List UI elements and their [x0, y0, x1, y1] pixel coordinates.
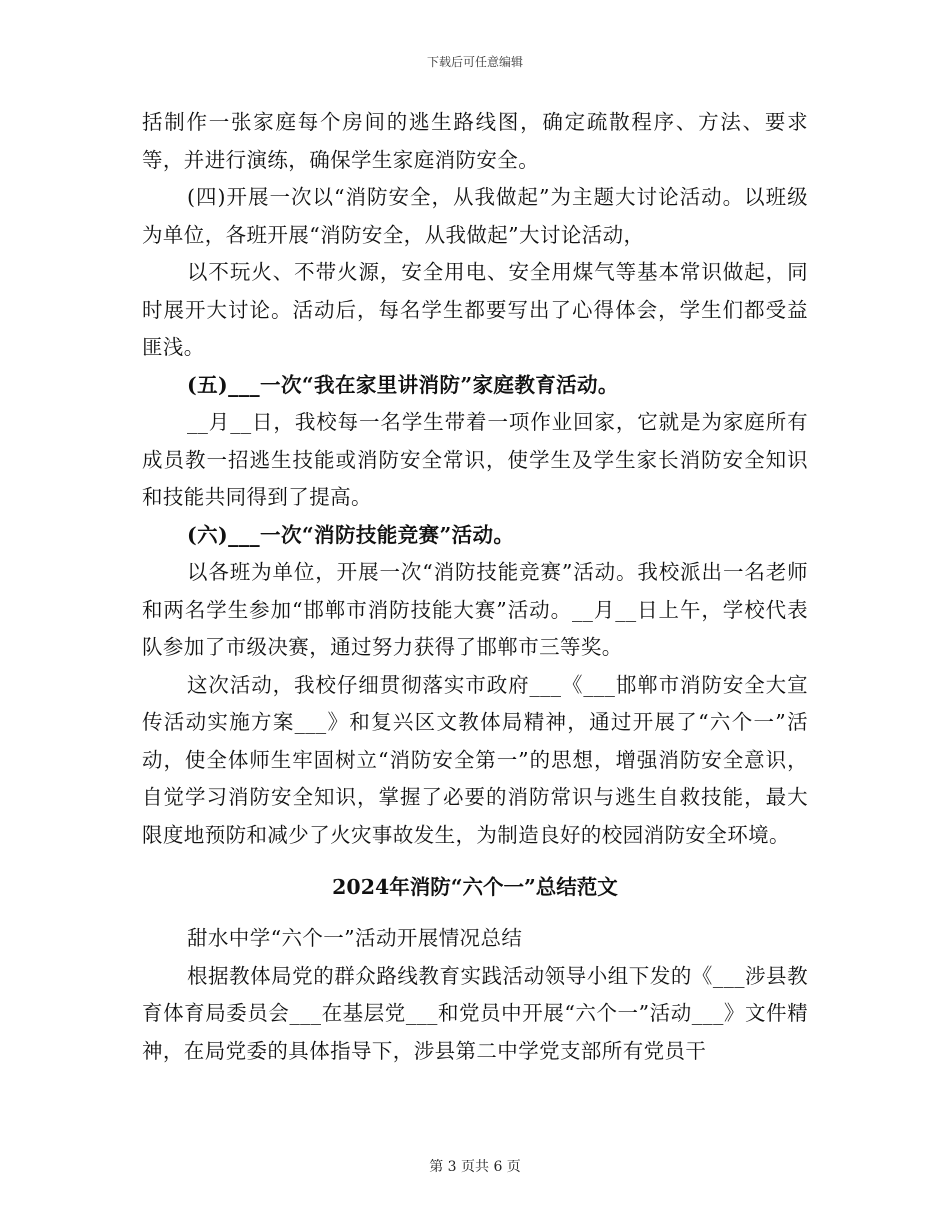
page-header: 下载后可任意编辑: [426, 55, 523, 69]
paragraph: 根据教体局党的群众路线教育实践活动领导小组下发的《___涉县教育体育局委员会___在基层党___和党员中开展“六个一”活动___》文件精神，在局党委的具体指导下，涉县第二中学党支部所有党员干: [142, 963, 808, 1063]
paragraph: 这次活动，我校仔细贯彻落实市政府___《___邯郸市消防安全大宣传活动实施方案___》和复兴区文教体局精神，通过开展了“六个一”活动，使全体师生牢固树立“消防安全第一”的思想，增强消防安全意识，自觉学习消防安全知识，掌握了必要的消防常识与逃生自救技能，最大限度地预防和减少了火灾事故发生，为制造良好的校园消防安全环境。: [142, 672, 808, 847]
paragraph-group-before: [142, 104, 808, 854]
paragraph: 以各班为单位，开展一次“消防技能竞赛”活动。我校派出一名老师和两名学生参加“邯郸市消防技能大赛”活动。__月__日上午，学校代表队参加了市级决赛，通过努力获得了邯郸市三等奖。: [142, 560, 808, 659]
section-title: 2024年消防“六个一”总结范文: [332, 875, 618, 899]
paragraph: (四)开展一次以“消防安全，从我做起”为主题大讨论活动。以班级为单位，各班开展“消防安全，从我做起”大讨论活动，: [142, 185, 808, 247]
paragraph: 甜水中学“六个一”活动开展情况总结: [187, 926, 523, 950]
paragraph: (五)___一次“我在家里讲消防”家庭教育活动。: [187, 372, 619, 397]
paragraph-group-after: [142, 920, 808, 1070]
page-footer: 第 3 页共 6 页: [429, 1159, 521, 1175]
paragraph: (六)___一次“消防技能竞赛”活动。: [187, 522, 515, 547]
paragraph: 以不玩火、不带火源，安全用电、安全用煤气等基本常识做起，同时展开大讨论。活动后，每名学生都要写出了心得体会，学生们都受益匪浅。: [142, 260, 808, 359]
paragraph: __月__日，我校每一名学生带着一项作业回家，它就是为家庭所有成员教一招逃生技能或消防安全常识，使学生及学生家长消防安全知识和技能共同得到了提高。: [142, 410, 808, 509]
paragraph: 括制作一张家庭每个房间的逃生路线图，确定疏散程序、方法、要求等，并进行演练，确保学生家庭消防安全。: [142, 110, 808, 172]
document-body: [142, 104, 808, 1070]
